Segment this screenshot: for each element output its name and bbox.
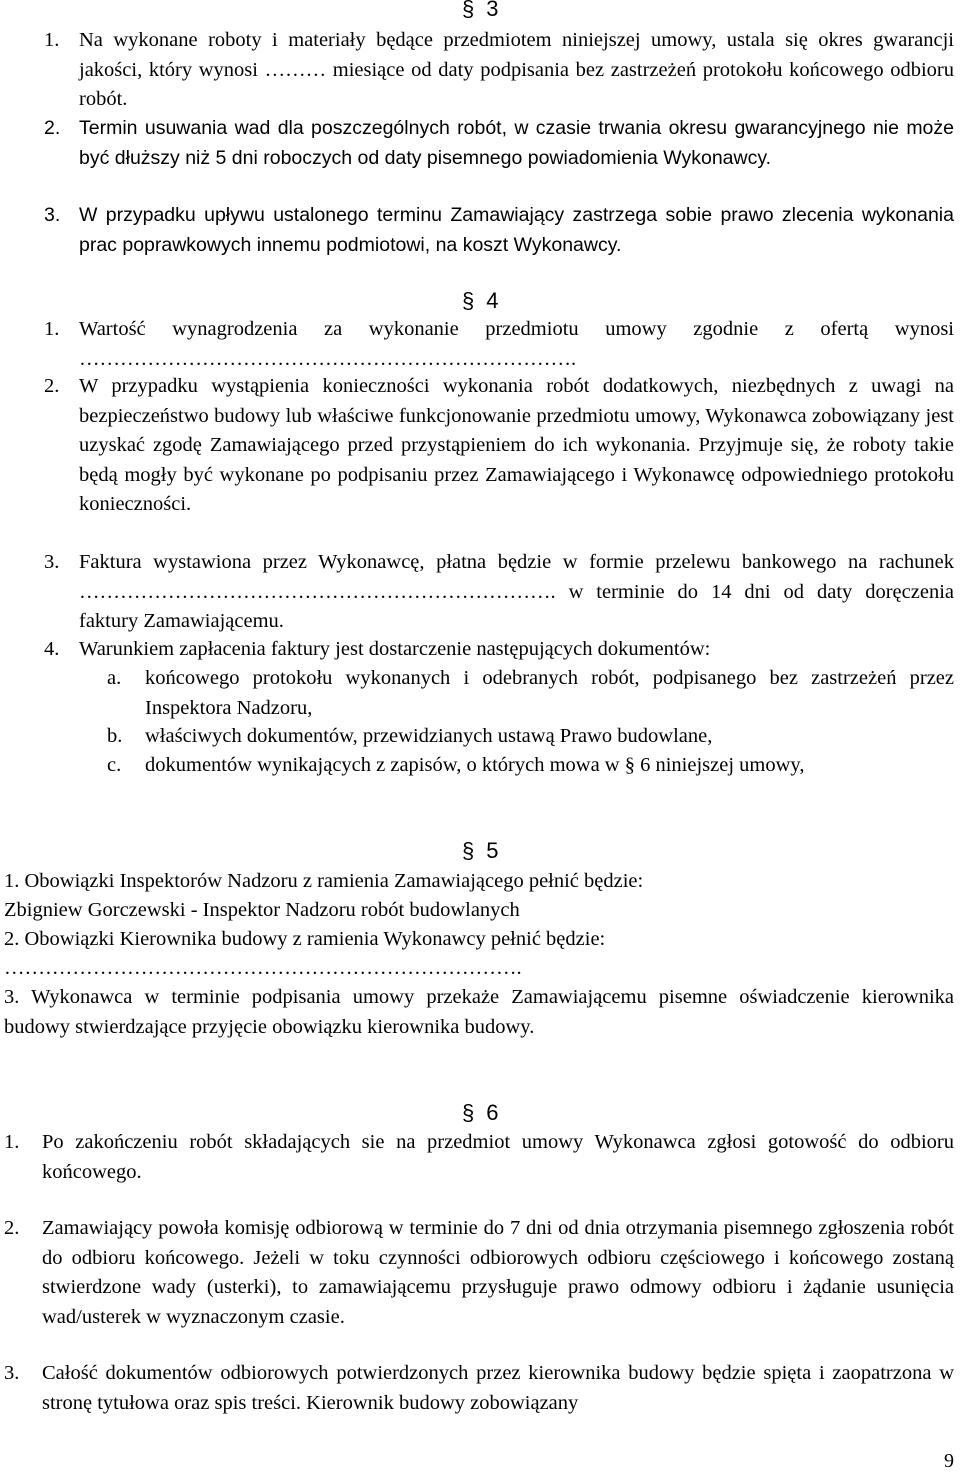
subitem-text: właściwych dokumentów, przewidzianych ustawą Prawo budowlane, — [145, 725, 713, 747]
s4-subitem-c — [107, 751, 954, 781]
section-symbol: § — [462, 0, 475, 21]
section-symbol: § — [462, 288, 475, 313]
item-number: 1. — [44, 29, 60, 51]
item-number: 2. — [44, 117, 61, 139]
subitem-letter: b. — [107, 725, 123, 747]
item-number: 4. — [44, 638, 60, 660]
s5-line-1: 1. Obowiązki Inspektorów Nadzoru z ramienia Zamawiającego pełnić będzie: — [4, 870, 644, 892]
item-text: W przypadku upływu ustalonego terminu Zamawiający zastrzega sobie prawo zlecenia wykonania prac poprawkowych innemu podmiotowi, na koszt Wykonawcy. — [79, 204, 954, 256]
section-symbol: § — [462, 838, 475, 863]
item-text: Termin usuwania wad dla poszczególnych robót, w czasie trwania okresu gwarancyjnego nie może być dłuższy niż 5 dni roboczych od daty pisemnego powiadomienia Wykonawcy. — [79, 117, 954, 169]
s4-item-1 — [44, 315, 954, 374]
item-text: Całość dokumentów odbiorowych potwierdzonych przez kierownika budowy będzie spięta i zaopatrzona w stronę tytułowa oraz spis treści. Kierownik budowy zobowiązany — [42, 1362, 954, 1414]
item-number: 2. — [44, 375, 60, 397]
item-text: Po zakończeniu robót składających sie na przedmiot umowy Wykonawca zgłosi gotowość do odbioru końcowego. — [42, 1131, 954, 1183]
subitem-letter: a. — [107, 667, 122, 689]
section-5-heading — [462, 838, 499, 864]
s4-item-2 — [44, 372, 954, 520]
section-3-heading — [462, 0, 499, 22]
section-number: 5 — [486, 838, 499, 863]
s4-subitem-a — [107, 664, 954, 723]
item-number: 3. — [44, 204, 61, 226]
s6-item-1 — [4, 1128, 954, 1187]
item-number: 2. — [4, 1217, 20, 1239]
s4-item-3 — [44, 548, 954, 637]
s3-item-2 — [44, 114, 954, 173]
s3-item-3 — [44, 201, 954, 260]
item-number: 1. — [4, 1131, 20, 1153]
section-4-heading — [462, 288, 499, 314]
item-text: Zamawiający powoła komisję odbiorową w terminie do 7 dni od dnia otrzymania pisemnego zgłoszenia robót do odbioru końcowego. Jeżeli w toku czynności odbiorowych odbioru częściowego i końcowego zostaną stwierdzone wady (usterki), to zamawiającemu przysługuje prawo odmowy odbioru i żądanie usunięcia wad/usterek w wyznaczonym czasie. — [42, 1217, 954, 1328]
item-number: 3. — [44, 551, 60, 573]
s4-subitem-b — [107, 722, 954, 752]
section-number: 3 — [486, 0, 499, 21]
subitem-letter: c. — [107, 754, 122, 776]
section-6-heading — [462, 1100, 499, 1126]
subitem-text: dokumentów wynikających z zapisów, o których mowa w § 6 niniejszej umowy, — [145, 754, 805, 776]
item-text: Wartość wynagrodzenia za wykonanie przedmiotu umowy zgodnie z ofertą wynosi ………………………………………………………………. — [79, 318, 954, 370]
item-text: Faktura wystawiona przez Wykonawcę, płatna będzie w formie przelewu bankowego na rachunek ……………………………………………………………. w terminie do 14 dni od daty doręczenia faktury Zamawiającemu. — [79, 551, 954, 632]
item-text: Warunkiem zapłacenia faktury jest dostarczenie następujących dokumentów: — [79, 638, 711, 660]
item-text: Na wykonane roboty i materiały będące przedmiotem niniejszej umowy, ustala się okres gwarancji jakości, który wynosi ……… miesiące od daty podpisania bez zastrzeżeń protokołu końcowego odbioru robót. — [79, 29, 954, 110]
s5-line-4: …………………………………………………………………. — [4, 957, 522, 979]
page-number: 9 — [944, 1450, 954, 1472]
s5-line-5: 3. Wykonawca w terminie podpisania umowy przekaże Zamawiającemu pisemne oświadczenie kierownika budowy stwierdzające przyjęcie obowiązku kierownika budowy. — [4, 986, 954, 1038]
s6-item-3 — [4, 1359, 954, 1418]
item-text: W przypadku wystąpienia konieczności wykonania robót dodatkowych, niezbędnych z uwagi na bezpieczeństwo budowy lub właściwe funkcjonowanie przedmiotu umowy, Wykonawca zobowiązany jest uzyskać zgodę Zamawiającego przed przystąpieniem do ich wykonania. Przyjmuje się, że roboty takie będą mogły być wykonane po podpisaniu przez Zamawiającego i Wykonawcę odpowiedniego protokołu konieczności. — [79, 375, 954, 515]
section-symbol: § — [462, 1100, 475, 1125]
s4-item-4 — [44, 635, 954, 665]
subitem-text: końcowego protokołu wykonanych i odebranych robót, podpisanego bez zastrzeżeń przez Inspektora Nadzoru, — [145, 667, 954, 719]
s5-line-2: Zbigniew Gorczewski - Inspektor Nadzoru robót budowlanych — [4, 899, 520, 921]
section-number: 4 — [486, 288, 499, 313]
s6-item-2 — [4, 1214, 954, 1332]
section-number: 6 — [486, 1100, 499, 1125]
s3-item-1 — [44, 26, 954, 115]
item-number: 1. — [44, 318, 60, 340]
s5-line-3: 2. Obowiązki Kierownika budowy z ramienia Wykonawcy pełnić będzie: — [4, 928, 606, 950]
item-number: 3. — [4, 1362, 20, 1384]
